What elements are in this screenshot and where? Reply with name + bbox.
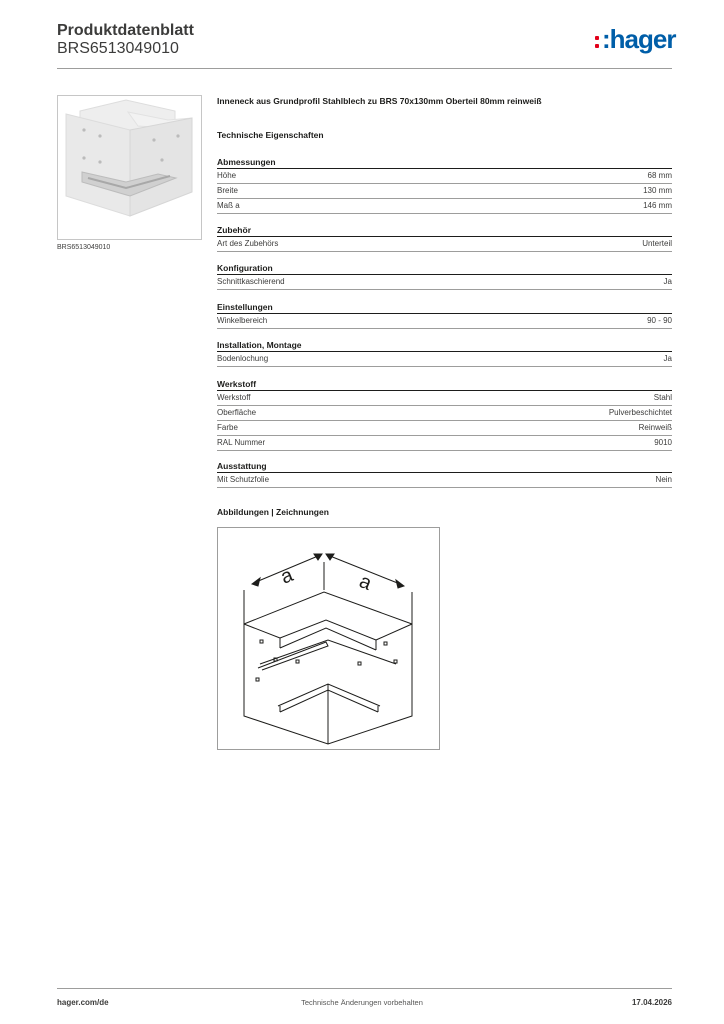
section-heading: Ausstattung	[217, 460, 672, 473]
section-heading: Installation, Montage	[217, 339, 672, 352]
property-row	[217, 406, 672, 421]
technical-drawing	[217, 527, 440, 750]
property-label: RAL Nummer	[217, 438, 266, 447]
property-label: Winkelbereich	[217, 316, 268, 325]
footer-divider	[57, 988, 672, 989]
hager-logo	[594, 24, 676, 57]
header-divider	[57, 68, 672, 69]
arrow-icon	[252, 578, 260, 586]
property-label: Breite	[217, 186, 238, 195]
section-heading: Zubehör	[217, 224, 672, 237]
dimension-label-right: a	[356, 570, 375, 595]
section-konfiguration	[217, 262, 672, 290]
product-number-header: BRS6513049010	[57, 40, 179, 57]
property-label: Schnittkaschierend	[217, 277, 285, 286]
property-value: 146 mm	[643, 201, 672, 210]
property-value: Ja	[663, 277, 672, 286]
property-value: 9010	[654, 438, 672, 447]
drawings-heading: Abbildungen | Zeichnungen	[217, 507, 329, 517]
section-ausstattung	[217, 460, 672, 488]
section-einstellungen	[217, 301, 672, 329]
section-heading: Einstellungen	[217, 301, 672, 314]
page-title: Produktdatenblatt	[57, 22, 194, 39]
dimension-label-left: a	[277, 564, 297, 589]
property-value: Pulverbeschichtet	[608, 408, 672, 417]
property-label: Oberfläche	[217, 408, 257, 417]
property-row	[217, 421, 672, 436]
section-zubehoer	[217, 224, 672, 252]
corner-drawing-svg	[218, 528, 439, 749]
property-label: Bodenlochung	[217, 354, 269, 363]
property-row	[217, 199, 672, 214]
property-row	[217, 436, 672, 451]
property-value: 68 mm	[647, 171, 672, 180]
property-row	[217, 237, 672, 252]
property-row	[217, 275, 672, 290]
section-heading: Werkstoff	[217, 378, 672, 391]
property-row	[217, 473, 672, 488]
product-photo	[58, 96, 201, 239]
property-label: Farbe	[217, 423, 238, 432]
section-heading: Konfiguration	[217, 262, 672, 275]
section-heading: Abmessungen	[217, 156, 672, 169]
section-abmessungen	[217, 156, 672, 214]
product-title: Inneneck aus Grundprofil Stahlblech zu BRS 70x130mm Oberteil 80mm reinweiß	[217, 96, 542, 106]
thumbnail-caption: BRS6513049010	[57, 244, 111, 251]
property-label: Werkstoff	[217, 393, 251, 402]
property-label: Art des Zubehörs	[217, 239, 279, 248]
property-row	[217, 352, 672, 367]
property-value: Ja	[663, 354, 672, 363]
logo-text: :hager	[602, 24, 676, 54]
footer-disclaimer: Technische Änderungen vorbehalten	[301, 998, 423, 1007]
property-label: Maß a	[217, 201, 240, 210]
property-label: Höhe	[217, 171, 237, 180]
property-value: Unterteil	[642, 239, 672, 248]
property-row	[217, 314, 672, 329]
property-row	[217, 169, 672, 184]
property-row	[217, 184, 672, 199]
property-row	[217, 391, 672, 406]
property-label: Mit Schutzfolie	[217, 475, 270, 484]
arrow-icon	[396, 580, 404, 588]
footer-date: 17.04.2026	[631, 998, 672, 1007]
property-value: Reinweiß	[638, 423, 672, 432]
tech-properties-heading: Technische Eigenschaften	[217, 130, 324, 140]
property-value: 130 mm	[643, 186, 672, 195]
property-value: Nein	[655, 475, 672, 484]
product-thumbnail	[57, 95, 202, 240]
section-installation	[217, 339, 672, 367]
property-value: 90 - 90	[647, 316, 672, 325]
section-werkstoff	[217, 378, 672, 451]
property-value: Stahl	[653, 393, 672, 402]
footer-website-link[interactable]: hager.com/de	[57, 998, 109, 1007]
